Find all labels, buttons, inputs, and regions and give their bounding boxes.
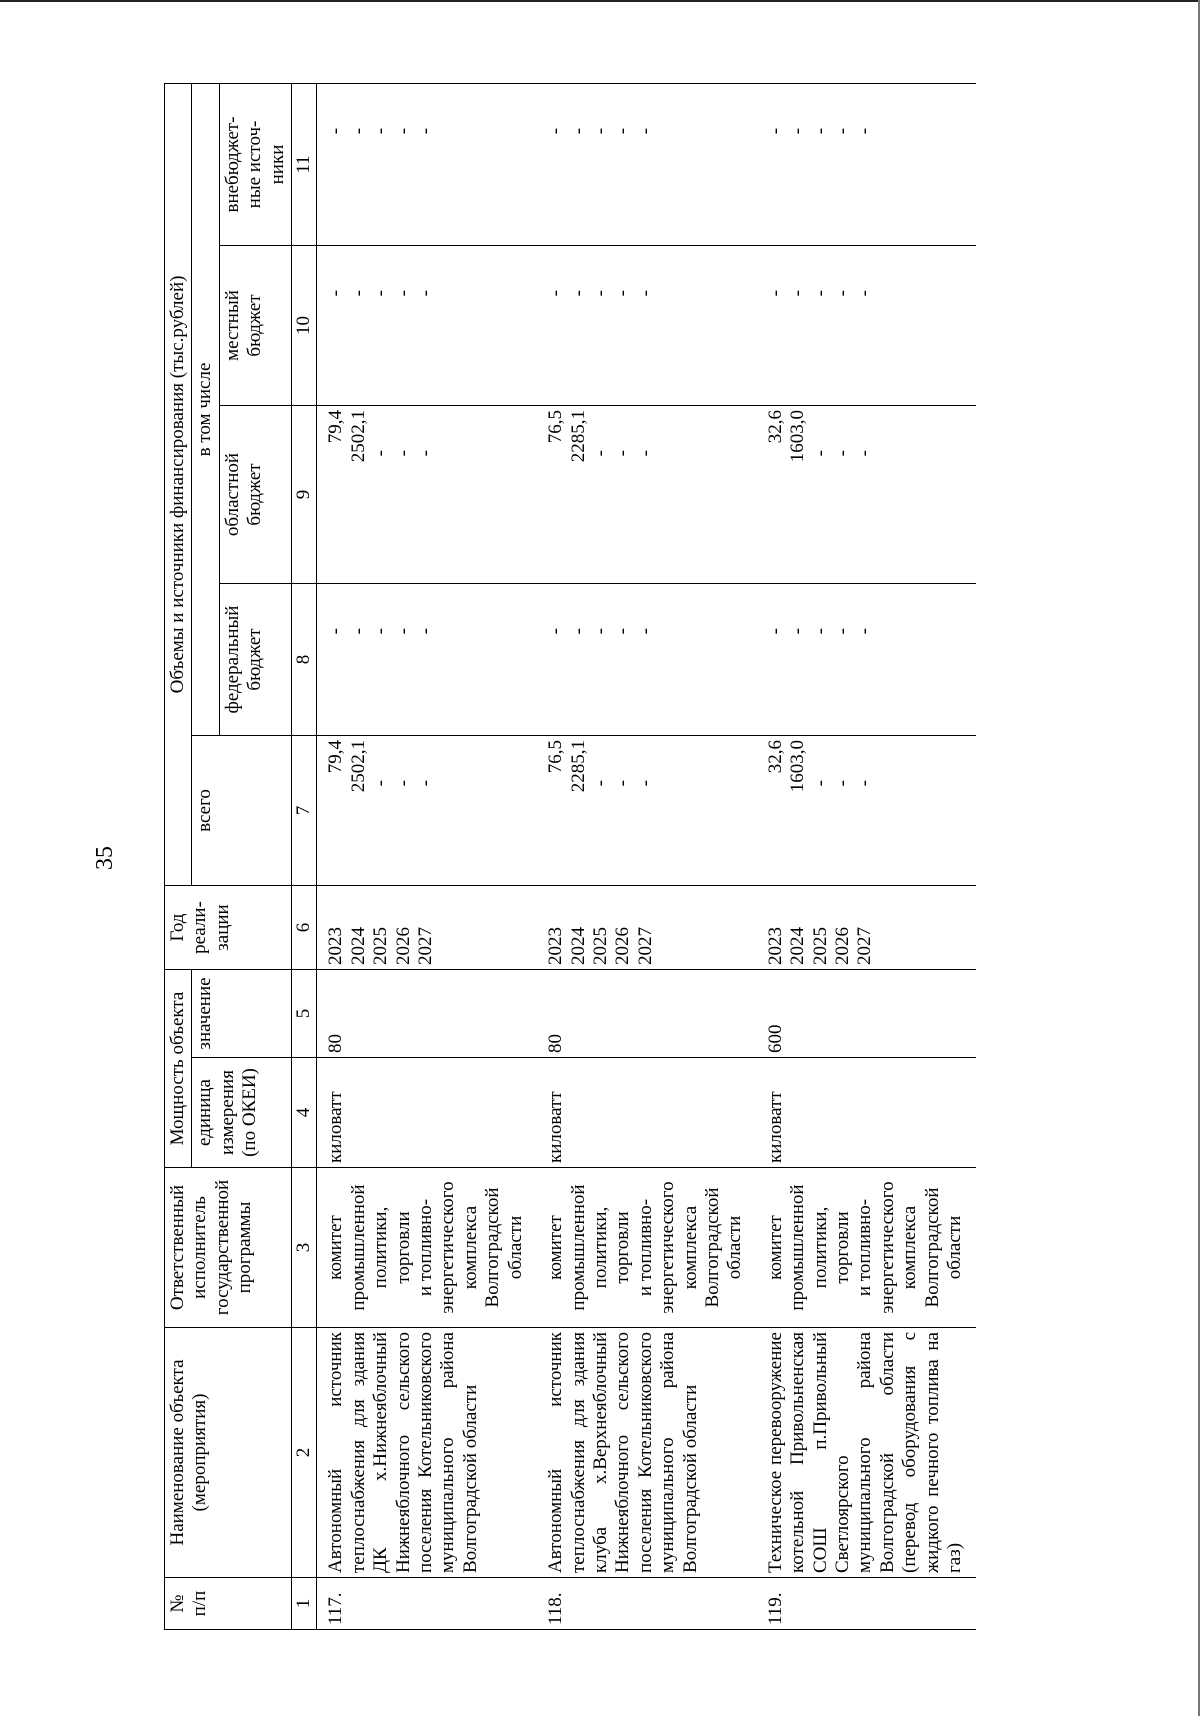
executor-line: области (944, 1215, 965, 1280)
table-row (317, 83, 537, 1629)
header-executor (165, 1168, 292, 1328)
offbudget-values (757, 83, 977, 245)
local-value: - (370, 290, 392, 297)
federal-value: - (567, 628, 589, 635)
column-numbers-row (292, 83, 317, 1629)
power-unit: киловатт (317, 1058, 537, 1168)
header-finance-group: Объемы и источники финансирования (тыс.рублей) (165, 83, 192, 885)
federal-value: - (392, 628, 414, 635)
offbudget-value: - (347, 127, 369, 135)
regional-value: - (831, 450, 853, 457)
local-value: - (347, 290, 369, 297)
executor-line: промышленной (567, 1184, 589, 1311)
year-value: 2023 (325, 927, 347, 965)
header-power-value: значение (192, 970, 292, 1058)
power-value: 600 (757, 970, 977, 1058)
total-value: - (415, 780, 437, 787)
federal-value: - (831, 628, 853, 635)
header-line: исполнитель (189, 1196, 211, 1299)
table-row (757, 83, 977, 1629)
table-body (317, 83, 976, 1629)
header-line: местный (221, 290, 243, 361)
total-value: - (854, 780, 876, 787)
header-line: областной (221, 452, 243, 537)
header-line: федеральный (221, 605, 243, 714)
executor-line: политики, (809, 1206, 831, 1289)
col-number: 1 (292, 1578, 317, 1630)
header-line: реали- (189, 901, 211, 954)
total-value: - (612, 780, 634, 787)
year-value: 2025 (809, 927, 831, 965)
federal-value: - (612, 628, 634, 635)
total-value: 32,6 (764, 740, 786, 774)
total-values (537, 736, 757, 886)
object-name: Автономный источник теплоснабжения для здания клуба х.Верхнеяблочный Нижнеяблочного сельского поселения Котельниковского муниципального района Волгоградской области (537, 1328, 757, 1578)
year-value: 2024 (567, 927, 589, 965)
object-name: Техническое перевооружение котельной Привольненская СОШ п.Привольный Светлоярского муниципального района Волгоградской области (перевод оборудования с жидкого печного топлива на газ) (757, 1328, 977, 1578)
year-value: 2023 (545, 927, 567, 965)
total-value: 2285,1 (567, 740, 589, 793)
header-line: (мероприятия) (189, 1393, 211, 1512)
years (757, 886, 977, 970)
offbudget-value: - (370, 127, 392, 135)
regional-value: - (854, 450, 876, 457)
total-value: - (589, 780, 611, 787)
total-value: 79,4 (325, 740, 347, 774)
header-line: бюджет (244, 463, 266, 526)
header-regional (219, 406, 291, 584)
regional-values (317, 406, 537, 584)
header-line: Наименование объекта (167, 1359, 188, 1546)
regional-value: - (392, 450, 414, 457)
executor-line: энергетического (876, 1181, 898, 1314)
executor-line: области (724, 1215, 746, 1280)
executor-line: Волгоградской (701, 1187, 723, 1308)
header-num (165, 1578, 292, 1630)
header-incl: в том числе (192, 83, 219, 735)
federal-value: - (370, 628, 392, 635)
regional-value: 2502,1 (347, 410, 369, 463)
year-value: 2024 (347, 927, 369, 965)
offbudget-value: - (325, 127, 347, 135)
regional-value: - (415, 450, 437, 457)
offbudget-value: - (567, 127, 589, 135)
executor-line: промышленной (787, 1184, 809, 1311)
header-name (165, 1328, 292, 1578)
executor (537, 1168, 757, 1328)
federal-value: - (415, 628, 437, 635)
header-total: всего (192, 736, 292, 886)
year-value: 2026 (612, 927, 634, 965)
header-line: зации (211, 904, 233, 951)
offbudget-values (317, 83, 537, 245)
executor (317, 1168, 537, 1328)
header-line: ники (266, 144, 288, 185)
page-number: 35 (92, 846, 118, 870)
year-value: 2026 (392, 927, 414, 965)
header-line: № (167, 1594, 188, 1613)
executor-line: области (504, 1215, 526, 1280)
offbudget-value: - (764, 127, 786, 135)
program-table (164, 83, 976, 1630)
executor-line: энергетического (437, 1181, 459, 1314)
header-line: п/п (189, 1590, 211, 1617)
local-value: - (392, 290, 414, 297)
local-value: - (809, 290, 831, 297)
header-line: программы (234, 1201, 256, 1294)
federal-value: - (325, 628, 347, 635)
local-value: - (415, 290, 437, 297)
header-line: внебюджет- (221, 116, 243, 213)
federal-value: - (809, 628, 831, 635)
header-line: Год (167, 913, 188, 942)
offbudget-value: - (831, 127, 853, 135)
local-value: - (589, 290, 611, 297)
power-unit: киловатт (757, 1058, 977, 1168)
header-line: (по ОКЕИ) (239, 1068, 261, 1157)
executor-line: политики, (370, 1206, 392, 1289)
year-value: 2025 (370, 927, 392, 965)
regional-value: - (370, 450, 392, 457)
header-year (165, 886, 292, 970)
executor-line: промышленной (347, 1184, 369, 1311)
local-value: - (787, 290, 809, 297)
executor (757, 1168, 977, 1328)
executor-line: комплекса (679, 1205, 701, 1290)
year-value: 2026 (831, 927, 853, 965)
local-value: - (634, 290, 656, 297)
offbudget-values (537, 83, 757, 245)
federal-value: - (764, 628, 786, 635)
year-value: 2027 (634, 927, 656, 965)
col-number: 5 (292, 970, 317, 1058)
local-value: - (854, 290, 876, 297)
header-federal (219, 584, 291, 736)
federal-value: - (545, 628, 567, 635)
header-line: Ответственный (167, 1184, 188, 1311)
header-line: бюджет (244, 294, 266, 357)
local-value: - (545, 290, 567, 297)
executor-line: политики, (589, 1206, 611, 1289)
regional-value: 79,4 (325, 410, 347, 444)
header-power-unit (192, 1058, 292, 1168)
regional-value: - (809, 450, 831, 457)
executor-line: комитет (545, 1215, 567, 1280)
header-line: ные источ- (244, 120, 266, 209)
year-value: 2027 (854, 927, 876, 965)
regional-value: - (589, 450, 611, 457)
offbudget-value: - (854, 127, 876, 135)
header-line: единица (194, 1079, 216, 1146)
year-value: 2023 (764, 927, 786, 965)
total-value: - (634, 780, 656, 787)
federal-value: - (854, 628, 876, 635)
total-value: - (370, 780, 392, 787)
table-row (537, 83, 757, 1629)
offbudget-value: - (787, 127, 809, 135)
federal-value: - (787, 628, 809, 635)
header-line: измерения (216, 1070, 238, 1155)
federal-values (317, 584, 537, 736)
local-values (757, 246, 977, 406)
local-value: - (764, 290, 786, 297)
power-unit: киловатт (537, 1058, 757, 1168)
total-value: 76,5 (545, 740, 567, 774)
executor-line: торговли (831, 1211, 853, 1284)
local-value: - (567, 290, 589, 297)
executor-line: торговли (612, 1211, 634, 1284)
executor-line: энергетического (657, 1181, 679, 1314)
total-value: 1603,0 (787, 740, 809, 793)
header-line: государственной (211, 1179, 233, 1316)
executor-line: и топливно- (854, 1198, 876, 1297)
federal-value: - (347, 628, 369, 635)
executor-line: Волгоградской (482, 1187, 504, 1308)
executor-line: комплекса (459, 1205, 481, 1290)
total-value: - (809, 780, 831, 787)
regional-values (537, 406, 757, 584)
executor-line: комплекса (899, 1205, 921, 1290)
row-number: 117. (317, 1578, 537, 1630)
col-number: 9 (292, 406, 317, 584)
col-number: 10 (292, 246, 317, 406)
regional-value: 2285,1 (567, 410, 589, 463)
regional-value: - (634, 450, 656, 457)
object-name: Автономный источник теплоснабжения для здания ДК х.Нижнеяблочный Нижнеяблочного сельского поселения Котельниковского муниципального района Волгоградской области (317, 1328, 537, 1578)
federal-value: - (589, 628, 611, 635)
local-values (537, 246, 757, 406)
regional-value: 32,6 (764, 410, 786, 444)
total-value: - (392, 780, 414, 787)
year-value: 2024 (787, 927, 809, 965)
row-number: 118. (537, 1578, 757, 1630)
local-values (317, 246, 537, 406)
col-number: 8 (292, 584, 317, 736)
header-power-group: Мощность объекта (165, 970, 192, 1168)
regional-values (757, 406, 977, 584)
offbudget-value: - (612, 127, 634, 135)
local-value: - (325, 290, 347, 297)
executor-line: комитет (325, 1215, 347, 1280)
years (317, 886, 537, 970)
executor-line: торговли (392, 1211, 414, 1284)
col-number: 3 (292, 1168, 317, 1328)
year-value: 2027 (415, 927, 437, 965)
total-values (757, 736, 977, 886)
local-value: - (612, 290, 634, 297)
col-number: 7 (292, 736, 317, 886)
executor-line: и топливно- (634, 1198, 656, 1297)
offbudget-value: - (545, 127, 567, 135)
total-value: - (831, 780, 853, 787)
header-offbudget (219, 83, 291, 245)
header-local (219, 246, 291, 406)
total-values (317, 736, 537, 886)
offbudget-value: - (634, 127, 656, 135)
offbudget-value: - (392, 127, 414, 135)
col-number: 6 (292, 886, 317, 970)
years (537, 886, 757, 970)
offbudget-value: - (589, 127, 611, 135)
col-number: 4 (292, 1058, 317, 1168)
federal-value: - (634, 628, 656, 635)
regional-value: 1603,0 (787, 410, 809, 463)
header-line: бюджет (244, 628, 266, 691)
federal-values (537, 584, 757, 736)
offbudget-value: - (809, 127, 831, 135)
regional-value: 76,5 (545, 410, 567, 444)
federal-values (757, 584, 977, 736)
col-number: 11 (292, 83, 317, 245)
executor-line: и топливно- (415, 1198, 437, 1297)
power-value: 80 (317, 970, 537, 1058)
col-number: 2 (292, 1328, 317, 1578)
total-value: 2502,1 (347, 740, 369, 793)
local-value: - (831, 290, 853, 297)
regional-value: - (612, 450, 634, 457)
offbudget-value: - (415, 127, 437, 135)
executor-line: Волгоградской (921, 1187, 943, 1308)
executor-line: комитет (764, 1215, 786, 1280)
row-number: 119. (757, 1578, 977, 1630)
year-value: 2025 (589, 927, 611, 965)
power-value: 80 (537, 970, 757, 1058)
